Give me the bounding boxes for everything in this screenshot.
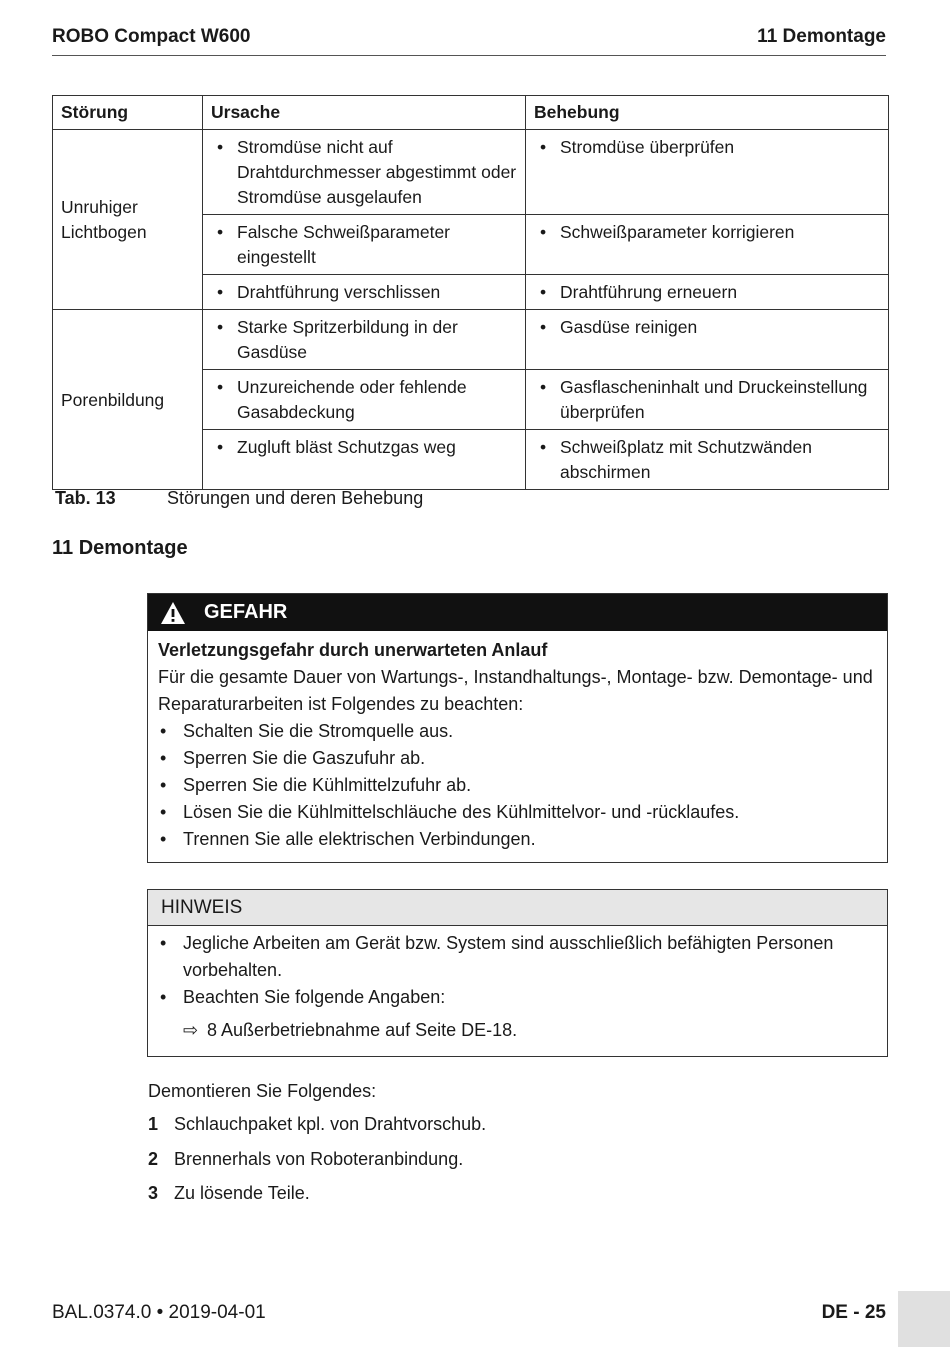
list-item: • Sperren Sie die Gaszufuhr ab. bbox=[158, 745, 877, 772]
list-item: • Lösen Sie die Kühlmittelschläuche des Kühlmittelvor- und -rücklaufes. bbox=[158, 799, 877, 826]
cause-text: • Drahtführung verschlissen bbox=[211, 280, 517, 305]
cause-cell bbox=[203, 310, 526, 370]
list-item bbox=[148, 1114, 486, 1149]
footer-doc-id: BAL.0374.0 • 2019-04-01 bbox=[52, 1302, 266, 1323]
doc-title: ROBO Compact W600 bbox=[52, 26, 251, 47]
cause-cell bbox=[203, 275, 526, 310]
step-number: 3 bbox=[148, 1183, 159, 1203]
step-text: Schlauchpaket kpl. von Drahtvorschub. bbox=[174, 1114, 487, 1134]
step-number: 2 bbox=[148, 1148, 159, 1169]
troubleshooting-table bbox=[52, 95, 889, 490]
cause-cell bbox=[203, 430, 526, 490]
column-header-stoerung: Störung bbox=[53, 96, 203, 130]
danger-subtitle: Verletzungsgefahr durch unerwarteten Anlauf bbox=[158, 640, 548, 660]
list-item bbox=[148, 1183, 486, 1218]
warning-triangle-icon bbox=[160, 601, 186, 625]
cause-cell bbox=[203, 215, 526, 275]
remedy-cell bbox=[526, 310, 889, 370]
step-list bbox=[148, 1114, 486, 1218]
list-item: • Sperren Sie die Kühlmittelzufuhr ab. bbox=[158, 772, 877, 799]
cause-text: • Stromdüse nicht auf Drahtdurchmesser abgestimmt oder Stromdüse ausgelaufen bbox=[211, 135, 517, 210]
step-text: Brennerhals von Roboteranbindung. bbox=[174, 1148, 464, 1169]
table-row bbox=[53, 130, 889, 215]
step-text: Zu lösende Teile. bbox=[174, 1183, 310, 1203]
section-title: 11 Demontage bbox=[52, 537, 188, 559]
list-item: • Jegliche Arbeiten am Gerät bzw. System sind ausschließlich befähigten Personen vorbehalten. bbox=[158, 930, 877, 984]
page-tab-marker bbox=[898, 1291, 950, 1347]
remedy-cell bbox=[526, 130, 889, 215]
column-header-ursache: Ursache bbox=[203, 96, 526, 130]
list-item: • Schalten Sie die Stromquelle aus. bbox=[158, 718, 877, 745]
notice-box bbox=[147, 889, 888, 1057]
table-caption-number: Tab. 13 bbox=[55, 488, 116, 508]
cause-cell bbox=[203, 370, 526, 430]
remedy-text: • Schweißplatz mit Schutzwänden abschirmen bbox=[534, 435, 880, 485]
cause-text: • Falsche Schweißparameter eingestellt bbox=[211, 220, 517, 270]
remedy-cell bbox=[526, 370, 889, 430]
cause-text: • Starke Spritzerbildung in der Gasdüse bbox=[211, 315, 517, 365]
remedy-cell bbox=[526, 215, 889, 275]
remedy-text: • Schweißparameter korrigieren bbox=[534, 220, 880, 245]
remedy-text: • Gasflascheninhalt und Druckeinstellung überprüfen bbox=[534, 375, 880, 425]
danger-header bbox=[148, 594, 887, 631]
cross-reference-link[interactable]: 8 Außerbetriebnahme auf Seite DE-18. bbox=[207, 1020, 518, 1040]
fault-category: Porenbildung bbox=[53, 310, 203, 490]
remedy-text: • Gasdüse reinigen bbox=[534, 315, 880, 340]
remedy-cell bbox=[526, 430, 889, 490]
notice-content bbox=[148, 926, 887, 1044]
danger-text: Für die gesamte Dauer von Wartungs-, Instandhaltungs-, Montage- bzw. Demontage- und Reparaturarbeiten ist Folgendes zu beachten: bbox=[158, 667, 873, 714]
list-item bbox=[148, 1149, 486, 1184]
list-item: • Beachten Sie folgende Angaben: bbox=[158, 984, 877, 1011]
page-header bbox=[52, 26, 886, 56]
step-number: 1 bbox=[148, 1114, 159, 1134]
cause-cell bbox=[203, 130, 526, 215]
page-number: DE - 25 bbox=[821, 1302, 886, 1323]
instruction-intro: Demontieren Sie Folgendes: bbox=[148, 1081, 377, 1101]
remedy-cell bbox=[526, 275, 889, 310]
cause-text: • Unzureichende oder fehlende Gasabdeckung bbox=[211, 375, 517, 425]
danger-list bbox=[158, 718, 877, 853]
column-header-behebung: Behebung bbox=[526, 96, 889, 130]
danger-label: GEFAHR bbox=[204, 601, 288, 623]
cause-text: • Zugluft bläst Schutzgas weg bbox=[211, 435, 517, 460]
remedy-text: • Drahtführung erneuern bbox=[534, 280, 880, 305]
list-item: • Trennen Sie alle elektrischen Verbindungen. bbox=[158, 826, 877, 853]
notice-label: HINWEIS bbox=[148, 890, 887, 926]
cross-reference[interactable] bbox=[158, 1017, 877, 1044]
table-row bbox=[53, 310, 889, 370]
header-section: 11 Demontage bbox=[757, 26, 886, 47]
arrow-right-icon: ⇨ bbox=[183, 1020, 199, 1040]
danger-content bbox=[148, 631, 887, 853]
fault-category: Unruhiger Lichtbogen bbox=[53, 130, 203, 310]
remedy-text: • Stromdüse überprüfen bbox=[534, 135, 880, 160]
table-caption bbox=[55, 488, 423, 509]
danger-box bbox=[147, 593, 888, 863]
table-caption-text: Störungen und deren Behebung bbox=[167, 488, 424, 508]
table-header-row bbox=[53, 96, 889, 130]
